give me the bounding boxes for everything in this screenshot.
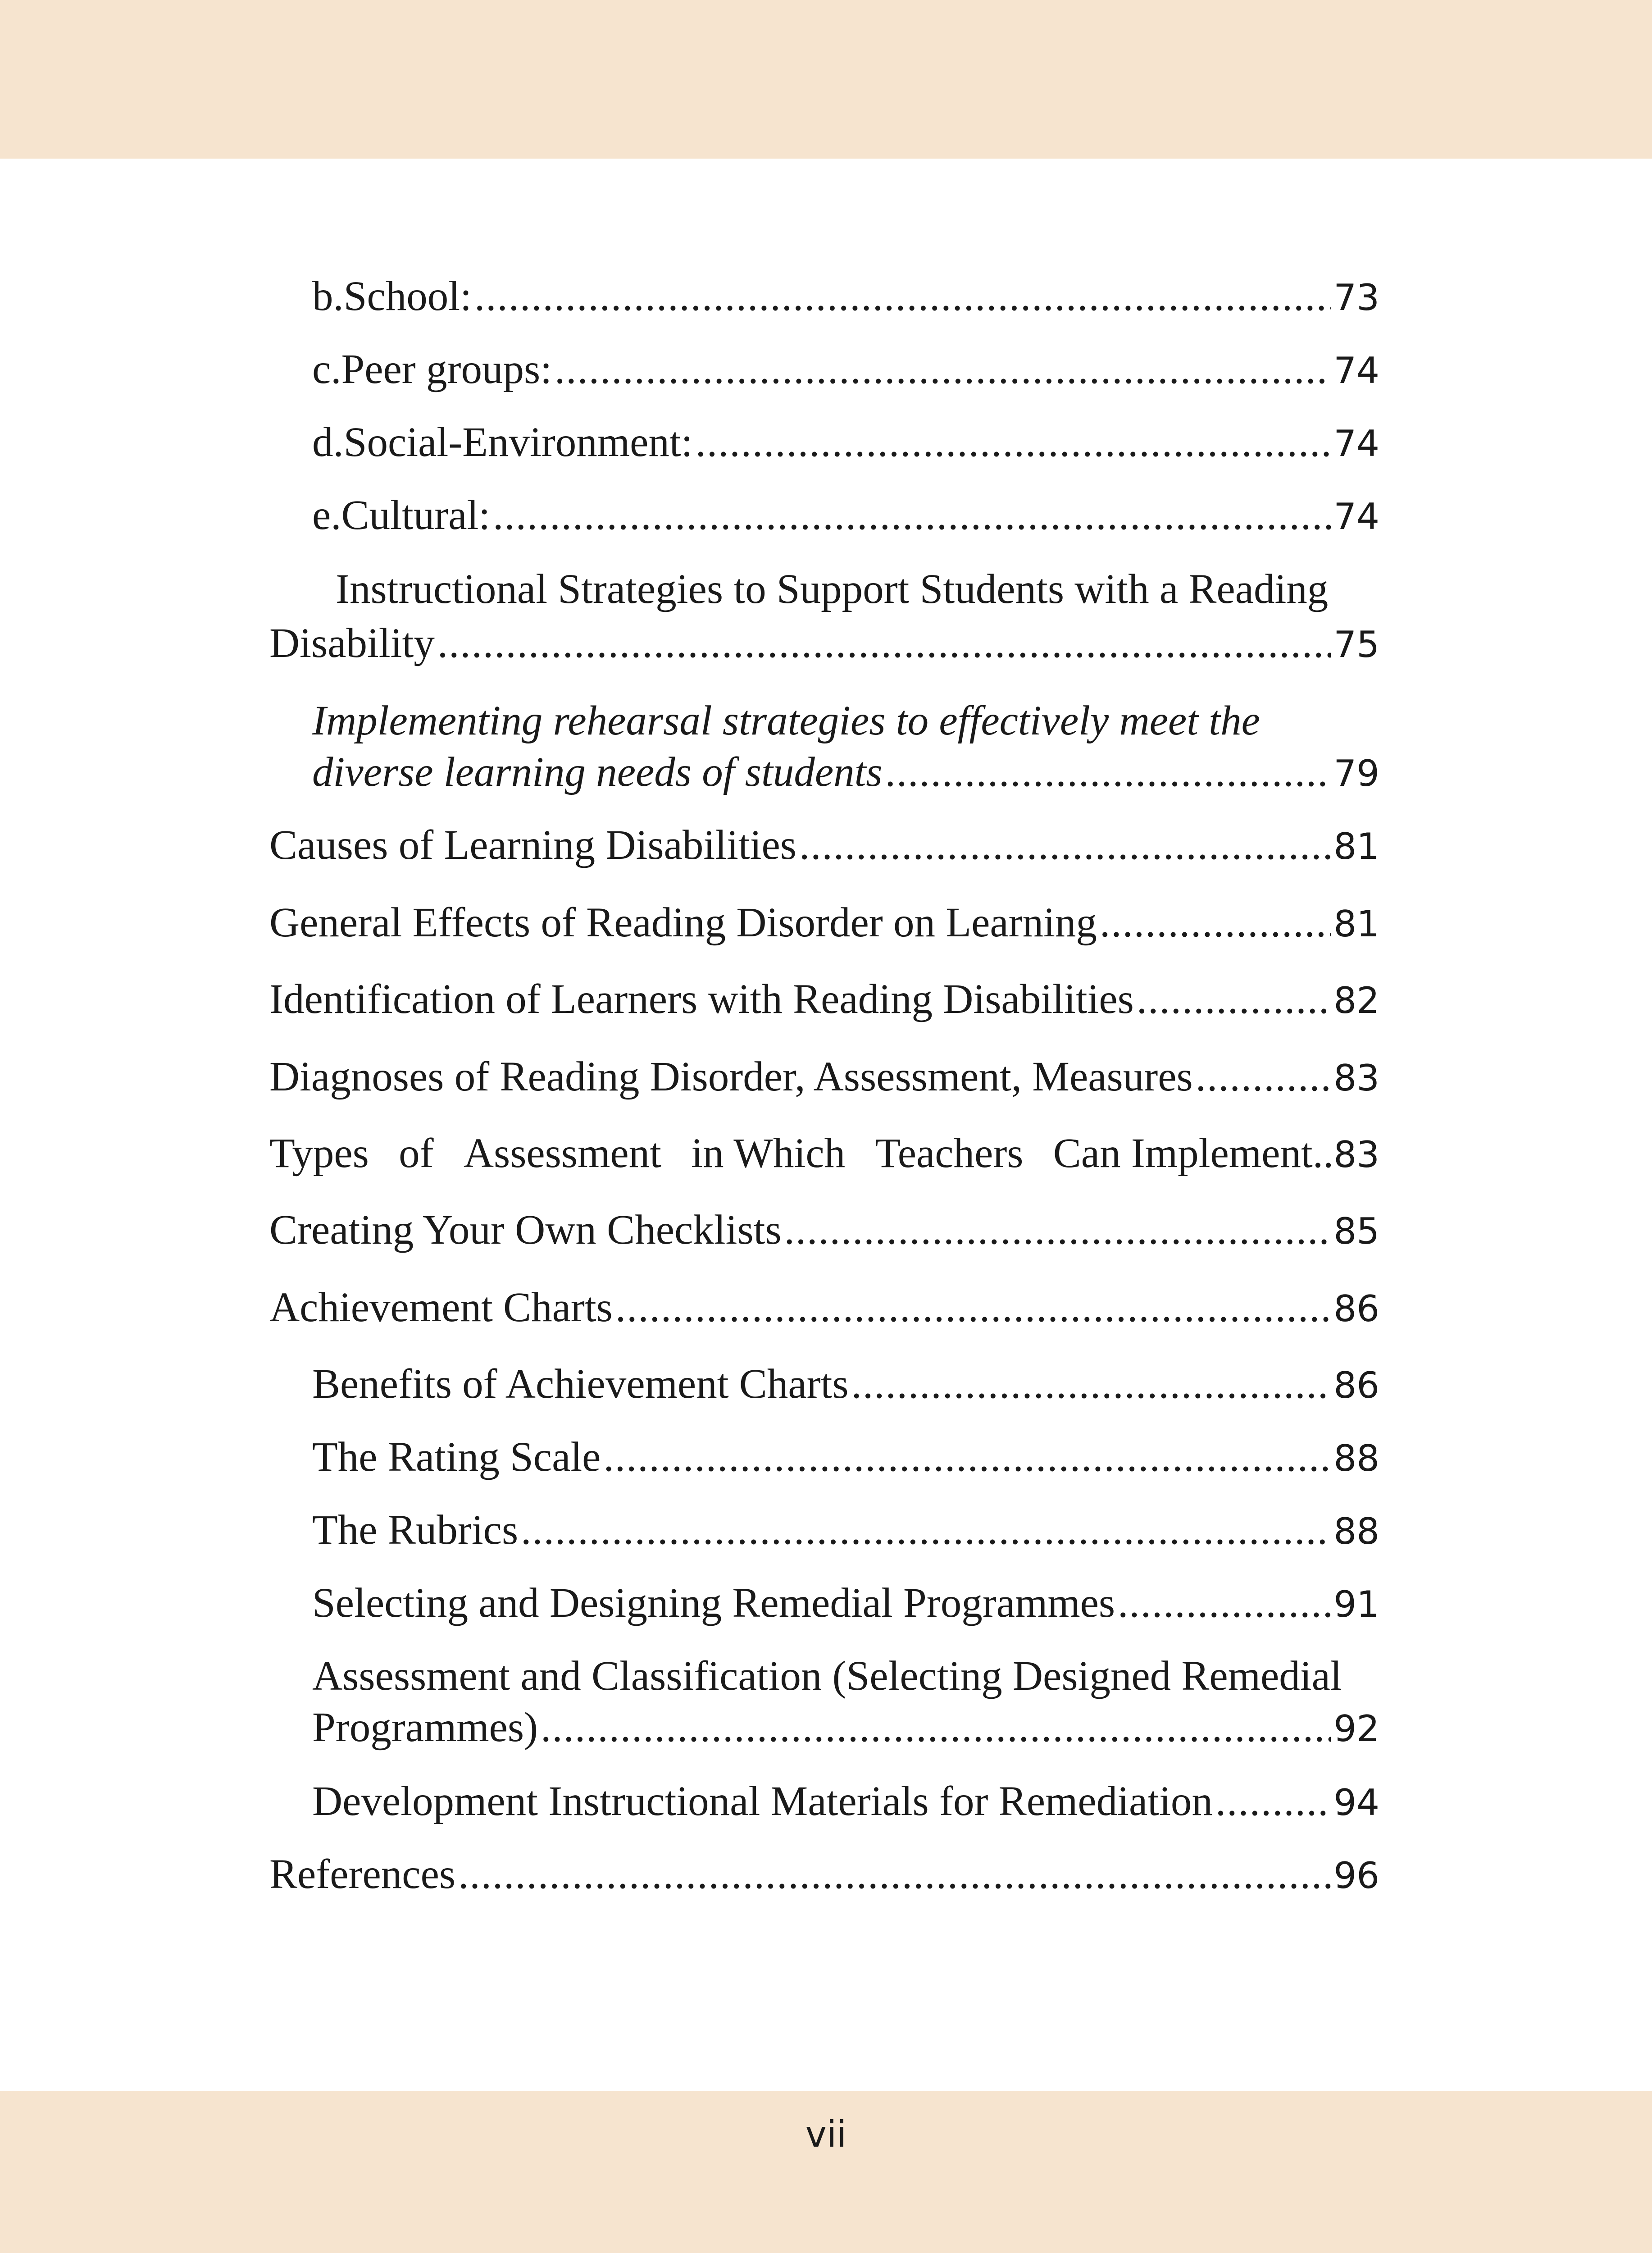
toc-label: The Rating Scale bbox=[312, 1434, 601, 1480]
toc-label: General Effects of Reading Disorder on Learning bbox=[269, 899, 1097, 946]
toc-label: Development Instructional Materials for Remediation bbox=[312, 1778, 1213, 1824]
toc-label: Achievement Charts bbox=[269, 1284, 613, 1331]
toc-entry-references bbox=[269, 1850, 1379, 1904]
toc-page-number: 75 bbox=[1333, 624, 1379, 666]
dot-leader bbox=[1196, 1053, 1331, 1101]
toc-page-number: 85 bbox=[1333, 1210, 1379, 1252]
toc-word: of bbox=[399, 1130, 434, 1177]
toc-label: Selecting and Designing Remedial Programmes bbox=[312, 1580, 1115, 1626]
dot-leader bbox=[885, 748, 1331, 796]
dot-leader bbox=[1215, 1777, 1331, 1825]
toc-entry-achievement-charts bbox=[269, 1283, 1379, 1337]
toc-page-number: 74 bbox=[1333, 423, 1379, 465]
dot-leader bbox=[521, 1506, 1331, 1554]
dot-leader bbox=[541, 1703, 1331, 1751]
toc-label: Identification of Learners with Reading Disabilities bbox=[269, 976, 1134, 1022]
toc-page-number: 88 bbox=[1333, 1510, 1379, 1552]
toc-label: Disability bbox=[269, 620, 435, 666]
toc-entry-effects bbox=[269, 898, 1379, 953]
dot-leader bbox=[474, 272, 1331, 320]
toc-entry-classification bbox=[312, 1703, 1379, 1757]
dot-leader bbox=[799, 821, 1331, 869]
toc-entry-rubrics bbox=[312, 1506, 1379, 1560]
toc-label: Implementing rehearsal strategies to effectively meet the bbox=[312, 698, 1260, 744]
toc-page-number: 86 bbox=[1333, 1364, 1379, 1406]
toc-label: The Rubrics bbox=[312, 1507, 519, 1553]
toc-entry-identification bbox=[269, 975, 1379, 1029]
toc-entry-instructional bbox=[269, 619, 1379, 673]
toc-label: Causes of Learning Disabilities bbox=[269, 822, 796, 868]
toc-label: Diagnoses of Reading Disorder, Assessment, Measures bbox=[269, 1054, 1193, 1100]
toc-label: References bbox=[269, 1851, 456, 1897]
dot-leader bbox=[493, 491, 1331, 539]
toc-marker: c. bbox=[312, 346, 341, 392]
toc-page-number: 81 bbox=[1333, 825, 1379, 867]
toc-marker: b. bbox=[312, 273, 344, 319]
toc-word: Assessment bbox=[463, 1130, 662, 1177]
toc-marker: e. bbox=[312, 492, 341, 538]
toc-label: Creating Your Own Checklists bbox=[269, 1207, 782, 1253]
dot-leader bbox=[784, 1206, 1331, 1254]
dot-leader bbox=[1100, 898, 1331, 947]
toc-entry-rating-scale bbox=[312, 1433, 1379, 1487]
toc-word: in Which bbox=[691, 1130, 846, 1177]
toc-entry-benefits bbox=[312, 1360, 1379, 1414]
toc-page-number: 88 bbox=[1333, 1437, 1379, 1479]
dot-leader bbox=[1137, 975, 1331, 1023]
dot-leader bbox=[851, 1360, 1331, 1408]
toc-entry-types bbox=[269, 1129, 1379, 1183]
toc-label: Programmes) bbox=[312, 1704, 538, 1751]
dot-leader bbox=[696, 418, 1331, 466]
toc-page-number: 74 bbox=[1333, 350, 1379, 392]
toc-entry-implementing bbox=[312, 748, 1379, 802]
toc-page-number: 73 bbox=[1333, 277, 1379, 319]
toc-page-number: 96 bbox=[1333, 1855, 1379, 1897]
toc-page-number: 92 bbox=[1333, 1708, 1379, 1750]
toc-page-number: 83 bbox=[1333, 1134, 1379, 1176]
toc-entry-classification-line1 bbox=[312, 1652, 1342, 1706]
toc-entry-checklists bbox=[269, 1206, 1379, 1260]
toc-label: Instructional Strategies to Support Students with a Reading bbox=[336, 566, 1329, 612]
dot-leader bbox=[1118, 1579, 1331, 1627]
toc-label: Benefits of Achievement Charts bbox=[312, 1361, 849, 1407]
dot-leader bbox=[437, 619, 1331, 667]
toc-page-number: 83 bbox=[1333, 1057, 1379, 1099]
toc-word: Types bbox=[269, 1130, 369, 1177]
toc-label: Social-Environment: bbox=[343, 419, 693, 465]
toc-entry-peer-groups bbox=[312, 345, 1379, 399]
toc-marker: d. bbox=[312, 419, 344, 465]
toc-page-number: 86 bbox=[1333, 1288, 1379, 1330]
toc-page-number: 81 bbox=[1333, 903, 1379, 945]
dot-leader bbox=[458, 1850, 1331, 1898]
toc-page-number: 79 bbox=[1333, 753, 1379, 794]
toc-entry-causes bbox=[269, 821, 1379, 875]
toc-page-number: 82 bbox=[1333, 980, 1379, 1022]
toc-label: diverse learning needs of students bbox=[312, 749, 883, 795]
toc-entry-school bbox=[312, 272, 1379, 326]
toc-entry-development bbox=[312, 1777, 1379, 1831]
toc-entry-instructional-line1 bbox=[336, 565, 1328, 619]
dot-leader bbox=[603, 1433, 1331, 1481]
toc-page-number: 74 bbox=[1333, 496, 1379, 538]
toc-entry-cultural bbox=[312, 491, 1379, 545]
toc-entry-selecting bbox=[312, 1579, 1379, 1633]
toc-entry-social-environment bbox=[312, 418, 1379, 472]
toc-word: Teachers bbox=[875, 1130, 1024, 1177]
page-number: vii bbox=[805, 2113, 847, 2155]
dot-leader: .. bbox=[1312, 1130, 1334, 1177]
dot-leader bbox=[615, 1283, 1331, 1332]
toc-word: Can Implement bbox=[1053, 1130, 1313, 1177]
toc-page-number: 94 bbox=[1333, 1782, 1379, 1824]
toc-entry-implementing-line1 bbox=[312, 697, 1260, 751]
toc-label: Assessment and Classification (Selecting Designed Remedial bbox=[312, 1653, 1342, 1699]
toc-label: Peer groups: bbox=[341, 346, 552, 392]
toc-page-number: 91 bbox=[1333, 1583, 1379, 1625]
dot-leader bbox=[555, 345, 1331, 393]
toc-label: Cultural: bbox=[341, 492, 491, 538]
toc-label: School: bbox=[343, 273, 472, 319]
toc-entry-diagnoses bbox=[269, 1053, 1379, 1107]
